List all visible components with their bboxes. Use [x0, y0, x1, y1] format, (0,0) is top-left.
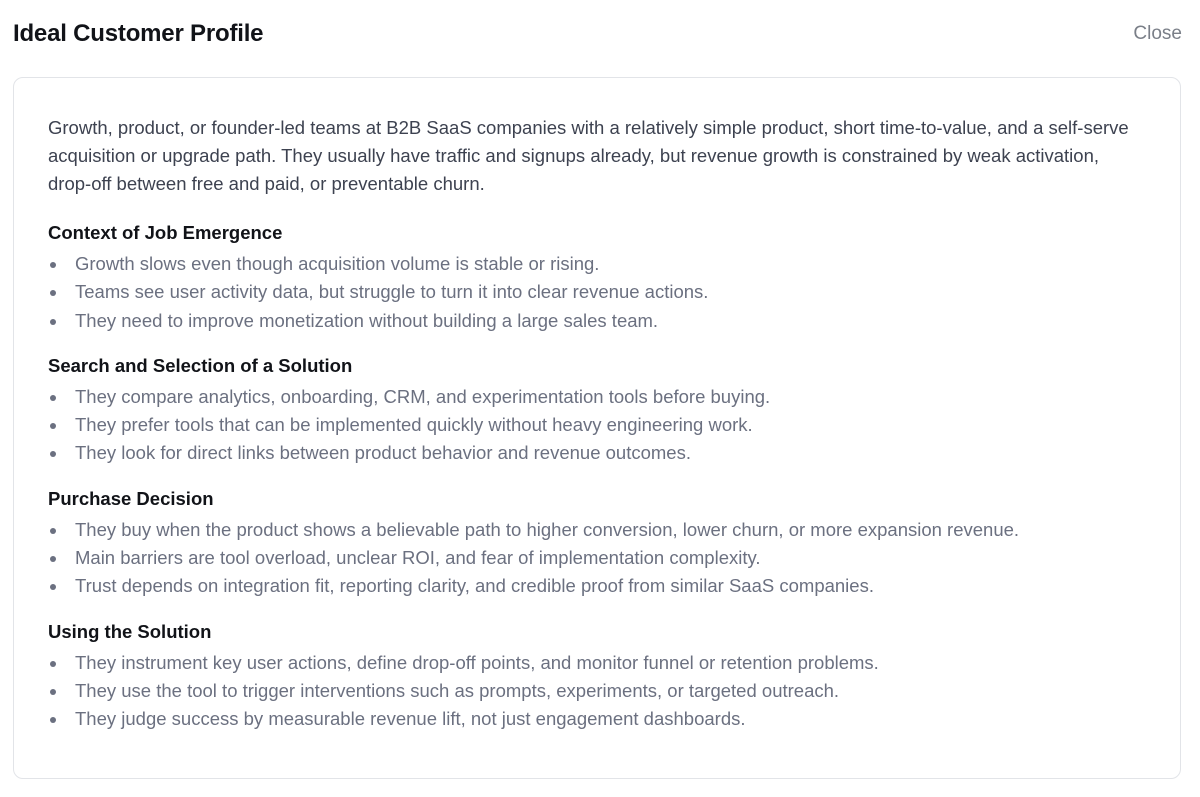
list-item: They instrument key user actions, define drop-off points, and monitor funnel or retention problems. — [48, 649, 1146, 677]
section-using-solution — [48, 619, 1146, 734]
section-heading: Using the Solution — [48, 620, 212, 642]
section-search-selection — [48, 353, 1146, 468]
list-item: Main barriers are tool overload, unclear ROI, and fear of implementation complexity. — [48, 544, 1146, 572]
bullet-list — [48, 250, 1146, 335]
close-button[interactable]: Close — [1133, 23, 1182, 44]
bullet-list — [48, 383, 1146, 468]
bullet-list — [48, 516, 1146, 601]
page-title: Ideal Customer Profile — [13, 20, 264, 47]
list-item: They buy when the product shows a believable path to higher conversion, lower churn, or more expansion revenue. — [48, 516, 1146, 544]
list-item: They need to improve monetization without building a large sales team. — [48, 307, 1146, 335]
profile-intro: Growth, product, or founder-led teams at B2B SaaS companies with a relatively simple product, short time-to-value, and a self-serve acquisition or upgrade path. They usually have traffic and signups already, but revenue growth is constrained by weak activation, drop-off between free and paid, or preventable churn. — [48, 117, 1129, 194]
bullet-list — [48, 649, 1146, 734]
section-heading: Search and Selection of a Solution — [48, 354, 353, 376]
list-item: They judge success by measurable revenue lift, not just engagement dashboards. — [48, 705, 1146, 733]
section-heading: Context of Job Emergence — [48, 222, 283, 243]
list-item: They use the tool to trigger interventions such as prompts, experiments, or targeted outreach. — [48, 677, 1146, 705]
section-context — [48, 220, 1146, 335]
list-item: They compare analytics, onboarding, CRM, and experimentation tools before buying. — [48, 383, 1146, 411]
profile-card — [13, 77, 1181, 779]
list-item: Trust depends on integration fit, reporting clarity, and credible proof from similar SaaS companies. — [48, 572, 1146, 600]
list-item: They look for direct links between product behavior and revenue outcomes. — [48, 439, 1146, 467]
list-item: Teams see user activity data, but struggle to turn it into clear revenue actions. — [48, 278, 1146, 306]
section-heading: Purchase Decision — [48, 487, 214, 509]
section-purchase-decision — [48, 486, 1146, 601]
list-item: They prefer tools that can be implemented quickly without heavy engineering work. — [48, 411, 1146, 439]
panel-header — [13, 16, 1182, 52]
list-item: Growth slows even though acquisition volume is stable or rising. — [48, 250, 1146, 278]
